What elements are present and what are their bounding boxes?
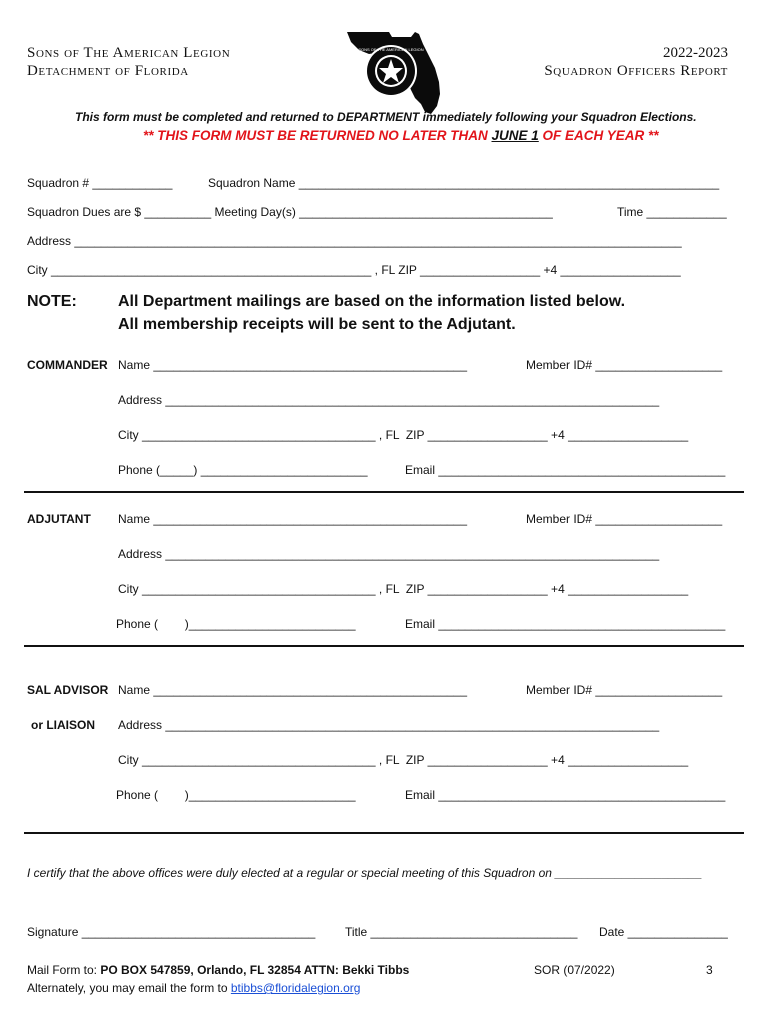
squadron-number-field[interactable]: Squadron # ____________ [27,176,173,190]
department-email-link[interactable]: btibbs@floridalegion.org [230,981,361,995]
member-id-field[interactable]: Member ID# ___________________ [526,512,723,526]
florida-emblem-icon [338,14,438,106]
deadline-pre: ** THIS FORM MUST BE RETURNED NO LATER THAN [143,128,492,143]
mail-instructions [27,963,409,977]
email-field[interactable]: Email ___________________________________________ [405,617,726,631]
city-field[interactable]: City ___________________________________ , FL ZIP __________________ +4 __________________ [118,582,689,596]
report-year: 2022-2023 [663,45,728,61]
deadline-post: OF EACH YEAR ** [538,128,659,143]
deadline-date: JUNE 1 [491,128,539,143]
officer-title: COMMANDER [27,358,108,372]
phone-field[interactable]: Phone (_____) _________________________ [118,463,368,477]
form-code: SOR (07/2022) [534,963,615,977]
signature-field[interactable]: Signature ___________________________________ [27,925,316,939]
name-field[interactable]: Name _______________________________________________ [118,358,468,372]
mail-address: PO BOX 547859, Orlando, FL 32854 ATTN: Bekki Tibbs [100,963,410,977]
phone-field[interactable]: Phone ( )_________________________ [116,788,356,802]
note-line1: All Department mailings are based on the information listed below. [118,293,626,310]
meeting-time-field[interactable]: Time ____________ [617,205,727,219]
city-field[interactable]: City ___________________________________ , FL ZIP __________________ +4 __________________ [118,428,689,442]
address-field[interactable]: Address __________________________________________________________________________ [118,393,660,407]
note-line2: All membership receipts will be sent to the Adjutant. [118,316,516,333]
officer-title: ADJUTANT [27,512,91,526]
org-name-line1: Sons of The American Legion [27,45,231,61]
phone-field[interactable]: Phone ( )_________________________ [116,617,356,631]
report-title: Squadron Officers Report [544,63,728,79]
org-name-line2: Detachment of Florida [27,63,189,79]
member-id-field[interactable]: Member ID# ___________________ [526,683,723,697]
squadron-address-field[interactable]: Address ___________________________________________________________________________________________ [27,234,682,248]
signature-date-field[interactable]: Date _______________ [599,925,728,939]
deadline-notice [143,128,659,143]
email-instructions [27,981,360,995]
name-field[interactable]: Name _______________________________________________ [118,683,468,697]
name-field[interactable]: Name _______________________________________________ [118,512,468,526]
signer-title-field[interactable]: Title _______________________________ [345,925,578,939]
officer-title-line2: or LIAISON [31,718,96,732]
officer-title: SAL ADVISOR [27,683,109,697]
member-id-field[interactable]: Member ID# ___________________ [526,358,723,372]
section-divider [24,645,744,647]
section-divider [24,491,744,493]
address-field[interactable]: Address __________________________________________________________________________ [118,718,660,732]
mail-prefix: Mail Form to: [27,963,101,977]
squadron-name-field[interactable]: Squadron Name _______________________________________________________________ [208,176,720,190]
instructions-line1: This form must be completed and returned to DEPARTMENT immediately following your Squadron Elections. [75,110,697,124]
note-label: NOTE: [27,293,77,310]
section-divider [24,832,744,834]
emblem-ring-text: SONS OF THE AMERICAN LEGION [358,47,424,52]
email-field[interactable]: Email ___________________________________________ [405,788,726,802]
address-field[interactable]: Address __________________________________________________________________________ [118,547,660,561]
email-field[interactable]: Email ___________________________________________ [405,463,726,477]
dues-meeting-field[interactable]: Squadron Dues are $ __________ Meeting Day(s) ______________________________________ [27,205,553,219]
squadron-city-field[interactable]: City ________________________________________________ , FL ZIP __________________ +4 __________________ [27,263,681,277]
page-number: 3 [706,963,713,977]
city-field[interactable]: City ___________________________________ , FL ZIP __________________ +4 __________________ [118,753,689,767]
email-prefix: Alternately, you may email the form to [27,981,231,995]
certification-statement[interactable]: I certify that the above offices were duly elected at a regular or special meeting of this Squadron on ______________________ [27,866,703,880]
